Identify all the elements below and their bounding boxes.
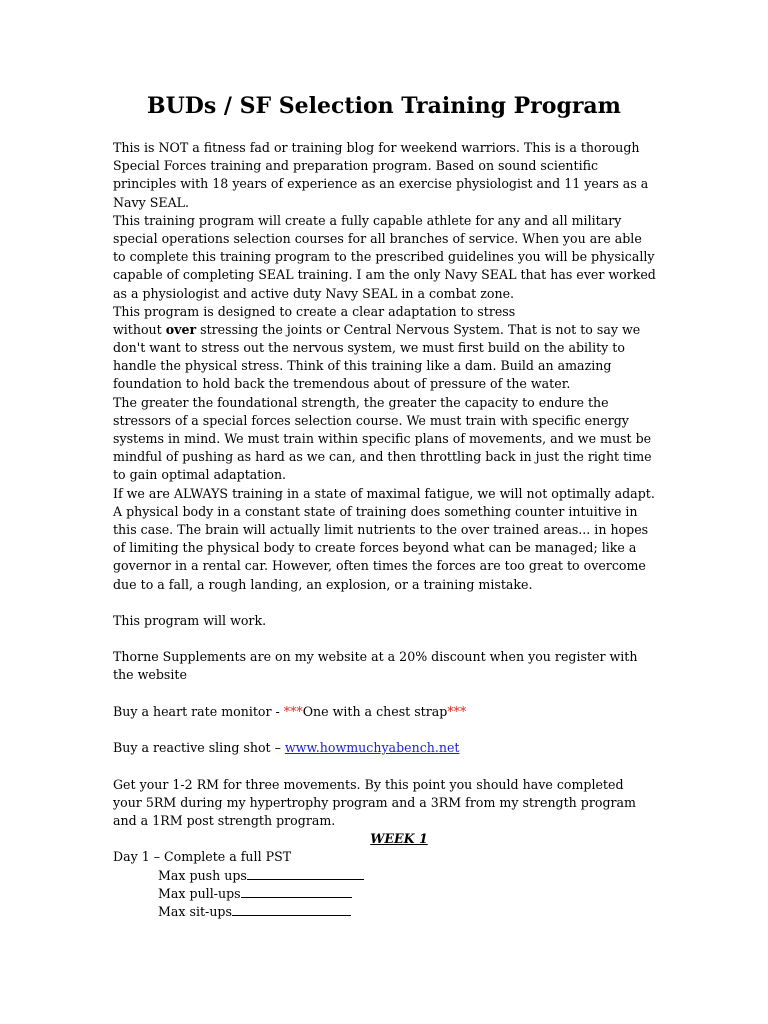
text-line: as a physiologist and active duty Navy SEAL in a combat zone. bbox=[113, 285, 515, 301]
text-line: to gain optimal adaptation. bbox=[113, 467, 287, 483]
text-run: Buy a reactive sling shot – bbox=[113, 740, 285, 756]
text-line: This training program will create a fully capable athlete for any and all military bbox=[113, 212, 622, 228]
text-line: The greater the foundational strength, the greater the capacity to endure the bbox=[113, 394, 609, 410]
text-run: stressing the joints or Central Nervous System. That is not to say we bbox=[196, 321, 641, 337]
text-line: A physical body in a constant state of training does something counter intuitive in bbox=[113, 503, 638, 519]
paragraph-fatigue bbox=[113, 485, 661, 594]
item-label: Max sit-ups bbox=[158, 903, 232, 919]
text-line: principles with 18 years of experience as an exercise physiologist and 11 years as a bbox=[113, 176, 649, 192]
text-line: the website bbox=[113, 667, 187, 683]
text-line: Special Forces training and preparation program. Based on sound scientific bbox=[113, 158, 599, 174]
paragraph-rm-instructions bbox=[113, 776, 661, 831]
text-line: foundation to hold back the tremendous about of pressure of the water. bbox=[113, 376, 571, 392]
red-asterisks: *** bbox=[447, 703, 467, 719]
paragraph-intro bbox=[113, 139, 661, 212]
spacer bbox=[113, 721, 661, 739]
day-heading: Day 1 – Complete a full PST bbox=[113, 849, 292, 865]
paragraph-adaptation bbox=[113, 303, 661, 394]
red-asterisks: *** bbox=[283, 703, 303, 719]
text-line: Navy SEAL. bbox=[113, 194, 190, 210]
text-line: governor in a rental car. However, often times the forces are too great to overcome bbox=[113, 558, 646, 574]
text-line: your 5RM during my hypertrophy program and a 3RM from my strength program bbox=[113, 794, 636, 810]
text-line: If we are ALWAYS training in a state of maximal fatigue, we will not optimally adapt. bbox=[113, 485, 655, 501]
text-line: systems in mind. We must train within specific plans of movements, and we must be bbox=[113, 431, 652, 446]
text-line: special operations selection courses for all branches of service. When you are able bbox=[113, 230, 642, 246]
text-line: Thorne Supplements are on my website at a 20% discount when you register with bbox=[113, 649, 638, 665]
text-line: mindful of pushing as hard as we can, and then throttling back in just the right time bbox=[113, 449, 652, 465]
paragraph-supplements bbox=[113, 648, 661, 684]
text-run: Buy a heart rate monitor - bbox=[113, 703, 284, 719]
text-line: stressors of a special forces selection course. We must train with specific energy bbox=[113, 412, 629, 428]
paragraph-foundation bbox=[113, 394, 661, 485]
text-run: without bbox=[113, 321, 166, 337]
paragraph-program-goal bbox=[113, 212, 661, 303]
pst-item bbox=[113, 903, 661, 921]
paragraph-heart-rate-monitor bbox=[113, 703, 661, 721]
text-line: to complete this training program to the prescribed guidelines you will be physically bbox=[113, 249, 655, 265]
text-line bbox=[113, 321, 661, 339]
fill-in-blank[interactable] bbox=[241, 886, 352, 898]
website-link[interactable]: www.howmuchyabench.net bbox=[284, 740, 460, 756]
text-line: of limiting the physical body to create forces beyond what can be managed; like a bbox=[113, 540, 637, 556]
text-line: capable of completing SEAL training. I am the only Navy SEAL that has ever worked bbox=[113, 267, 656, 283]
text-line: due to a fall, a rough landing, an explosion, or a training mistake. bbox=[113, 576, 533, 592]
paragraph-sling-shot bbox=[113, 739, 661, 757]
fill-in-blank[interactable] bbox=[247, 868, 364, 880]
spacer bbox=[113, 630, 661, 648]
item-label: Max pull-ups bbox=[158, 885, 241, 901]
fill-in-blank[interactable] bbox=[232, 904, 351, 916]
page-title: BUDs / SF Selection Training Program bbox=[147, 93, 621, 119]
item-label: Max push ups bbox=[158, 867, 247, 883]
text-line: Get your 1-2 RM for three movements. By this point you should have completed bbox=[113, 776, 624, 792]
text-line: and a 1RM post strength program. bbox=[113, 812, 336, 828]
document-body bbox=[113, 139, 661, 921]
text-line: this case. The brain will actually limit nutrients to the over trained areas... in hopes bbox=[113, 521, 649, 537]
text-line: handle the physical stress. Think of this training like a dam. Build an amazing bbox=[113, 358, 612, 374]
spacer bbox=[113, 594, 661, 612]
text-run: One with a chest strap bbox=[302, 703, 448, 719]
pst-item bbox=[113, 867, 661, 885]
text-line: This program is designed to create a clear adaptation to stress bbox=[113, 303, 516, 319]
pst-item bbox=[113, 885, 661, 903]
emphasis-over: over bbox=[165, 321, 197, 337]
paragraph-will-work: This program will work. bbox=[113, 612, 267, 628]
text-line: don't want to stress out the nervous system, we must first build on the ability to bbox=[113, 340, 625, 356]
spacer bbox=[113, 685, 661, 703]
week-heading: WEEK 1 bbox=[370, 831, 428, 847]
text-line: This is NOT a fitness fad or training blog for weekend warriors. This is a thorough bbox=[113, 140, 640, 155]
spacer bbox=[113, 757, 661, 775]
